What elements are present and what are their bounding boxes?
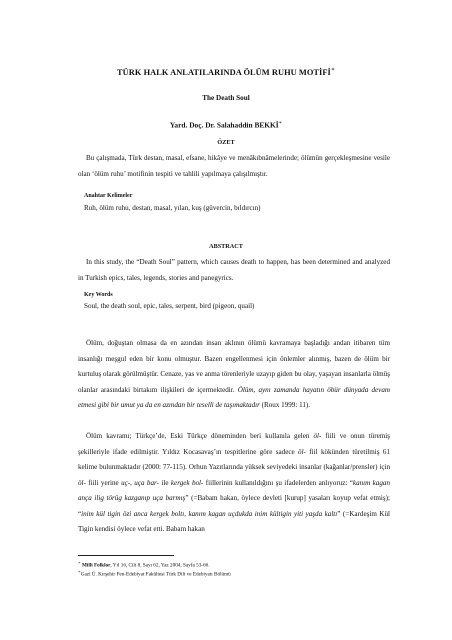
roux-quote: Ölüm, aynı zamanda hayatın öbür dünyada devam etmesi gibi bir umut ya da en azından bir teselli de taşımaktadır — [78, 385, 390, 409]
footnote-1: ∗ Milli Folklor, Yıl 16, Cilt 8, Sayı 62, Yaz 2004, Sayfa 53-66. — [78, 560, 210, 569]
body-paragraph-1: Ölüm, doğuştan olmasa da en azından insan aklının ölümü kavramaya başladığı andan itibaren tüm insanlığı meşgul eden bir konu olmuştur. Bazen engellenmesi için önlemler alınmış, bazen de ölüm bir kurtuluş olarak görülmüştür. Cenaze, yas ve anma törenleriyle uzayıp giden bu olay, yaşayan insanlarla ölmüş olanlar arasındaki birtakım ilişkileri de içermektedir. Ölüm, aynı zamanda hayatın öbür dünyada devam etmesi gibi bir umut ya da en azından bir teselli de taşımaktadır (Roux 1999: 11). — [78, 339, 390, 409]
author-footnote-mark: ∗ — [278, 121, 283, 126]
footnote-divider — [78, 555, 174, 556]
abstract-paragraph: In this study, the “Death Soul” pattern, which causes death to happen, has been determined and analyzed in Turkish epics, tales, legends, stories and panegyrics. — [78, 258, 390, 282]
author-line: Yard. Doç. Dr. Salahaddin BEKKİ∗ — [169, 120, 283, 130]
anahtar-kelimeler-list: Ruh, ölüm ruhu, destan, masal, yılan, kuş (güvercin, bıldırcın) — [84, 204, 261, 212]
ozet-paragraph: Bu çalışmada, Türk destan, masal, efsane, hikâye ve menâkıbnâmelerinde; ölümün gerçekleşmesine vesile olan ‘ölüm ruhu’ motifinin tespiti ve tahlili yapılmaya çalışılmıştır. — [78, 154, 390, 178]
paper-title: TÜRK HALK ANLATILARINDA ÖLÜM RUHU MOTİFİ∗ — [117, 67, 335, 77]
key-words-list: Soul, the death soul, epic, tales, serpent, bird (pigeon, quail) — [84, 302, 255, 310]
paper-subtitle: The Death Soul — [202, 94, 250, 102]
footnote-2: ∗Gazi Ü. Kırşehir Fen-Edebiyat Fakültesi Türk Dili ve Edebiyatı Bölümü — [78, 569, 231, 578]
title-footnote-mark: ∗ — [330, 67, 335, 73]
key-words-heading: Key Words — [84, 292, 113, 298]
abstract-heading: ABSTRACT — [209, 243, 243, 250]
body-paragraph-2: Ölüm kavramı; Türkçe’de, Eski Türkçe döneminden beri kullanıla gelen öl- fiili ve onun türemiş şekilleriyle ifade edilmiştir. Yıldız Kocasavaş’ın tespitlerine göre sadece öl- fiil kökünden türetilmiş 61 kelime bulunmaktadır (2000: 77-115). Orhun Yazıtlarında yüksek seviyedeki insanlar (kağanlar/prensler) için öl- fiili yerine uç-, uça bar- ile kergek bol- fiillerinin kullanıldığını şu ifadelerden anlıyoruz: “kanım kagan ança ilig törüg kazganıp uça barmış” (=Babam hakan, öylece devleti [kurup] yasaları koyup vefat etmiş); “inim kül tigin özi anca kergek boltı, kanım kagan uçdukda inim kültigin yiti yaşda kaltı” (=Kardeşim Kül Tigin kendisi öylece vefat etti. Babam hakan — [78, 432, 390, 533]
ozet-heading: ÖZET — [217, 139, 235, 146]
anahtar-kelimeler-heading: Anahtar Kelimeler — [84, 193, 133, 199]
